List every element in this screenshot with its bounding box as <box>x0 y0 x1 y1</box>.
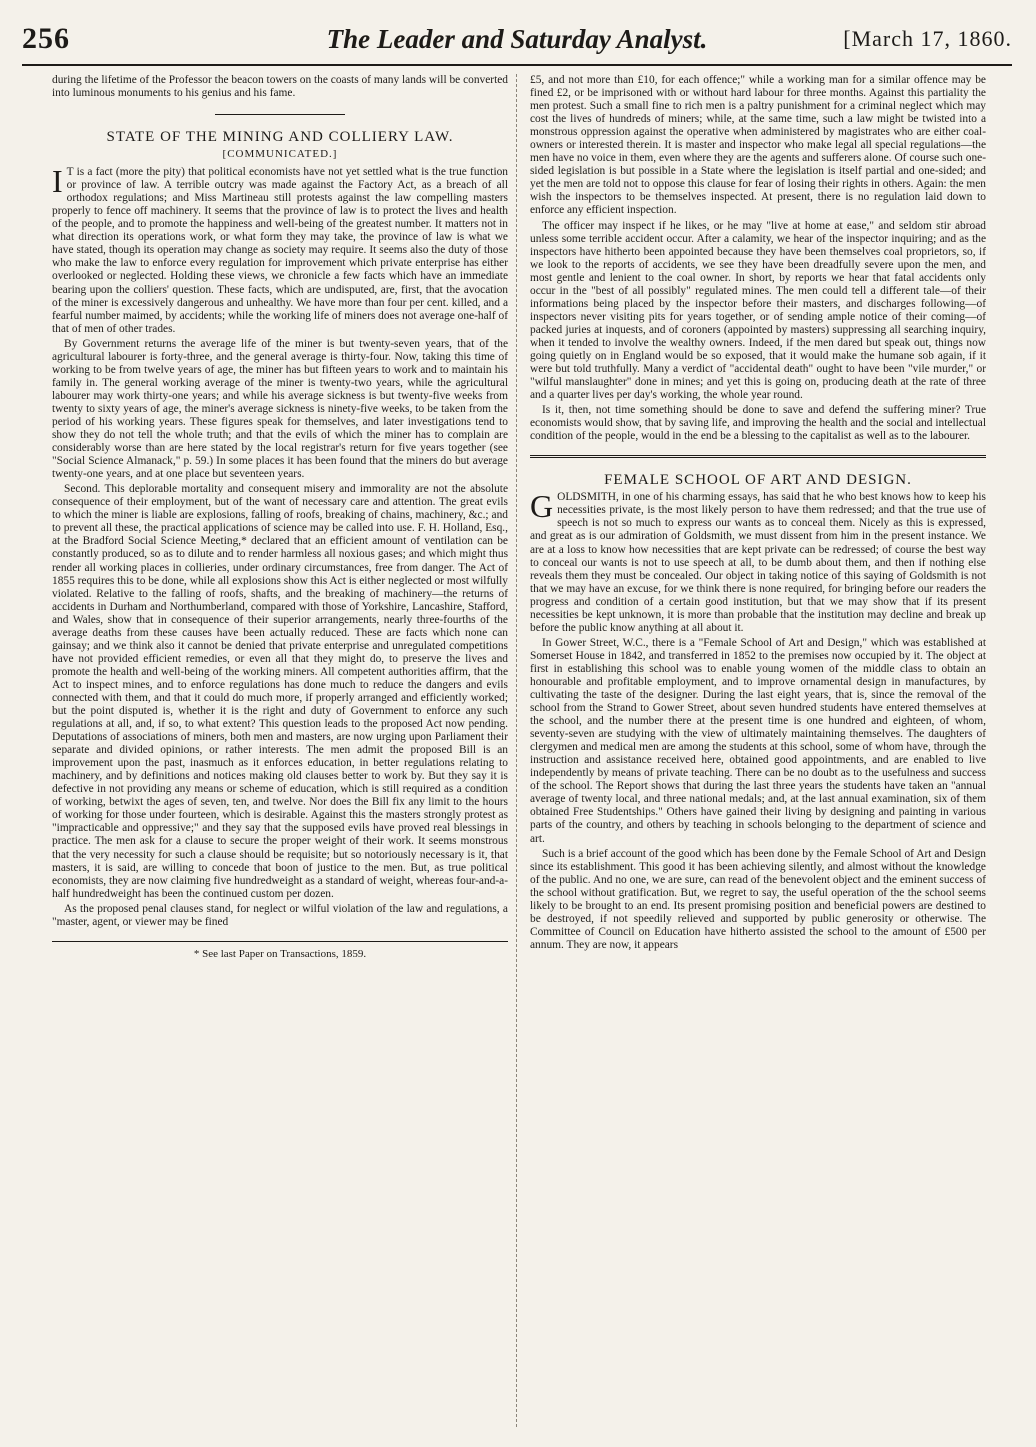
female-school-heading: FEMALE SCHOOL OF ART AND DESIGN. <box>604 472 912 489</box>
mining-continued-1: £5, and not more than £10, for each offence;" while a working man for a similar offence may be fined £2, or be imprisoned with or without hard labour for three months. Against this partiality the men protest. Such a small fine to rich men is a paltry punishment for a criminal neglect which may cost the lives of hundreds of miners; while, at the same time, such a law might be twisted into a monstrous oppression against the operative when administered by magistrates who are either coal-owners or interested therein. It is master and inspector who make legal all special regulations—the men have no voice in them, even where they are the agents and sufferers alone. Of course such one-sided legislation is but possible in a State where the legislation is itself partial and one-sided; and yet the men are told not to oppose this clause for fear of losing their rights in others. Again: the men wish the inspectors to be themselves inspected. At present, there is no regulation laid down to enforce any efficient inspection. <box>530 74 986 217</box>
left-column <box>52 74 508 1427</box>
section-divider <box>215 114 345 115</box>
school-paragraph-3: Such is a brief account of the good which has been done by the Female School of Art and Design since its establishment. This good it has been achieving silently, and almost without the knowledge of the public. And no one, we are sure, can read of the benevolent object and the eminent success of the school without gratification. But, we regret to say, the useful operation of the the school seems likely to be brought to an end. Its present promising position and beneficial powers are destined to be destroyed, if not speedily relieved and supported by public generosity or otherwise. The Committee of Council on Education have hitherto assisted the school to the amount of £500 per annum. They are now, it appears <box>530 847 986 951</box>
right-column <box>530 74 986 1427</box>
school-paragraph-2: In Gower Street, W.C., there is a "Female School of Art and Design," which was established at Somerset House in 1842, and transferred in 1852 to the premises now occupied by it. The object at first in establishing this school was to enable young women of the middle class to obtain an honourable and profitable employment, and to improve ornamental design in manufactures, by cultivating the taste of the designer. During the last eight years, that is, since the removal of the school from the Strand to Gower Street, about seven hundred students have entered themselves at the school, and the number there at the present time is one hundred and eighteen, of whom, seventy-seven are studying with the view of ultimately maintaining themselves. The daughters of clergymen and medical men are among the students at this school, some of whom have, through the instruction and assistance received here, obtained good appointments, and are enabled to live independently by means of private teaching. There can be no doubt as to the usefulness and success of the school. The Report shows that during the last three years the students have taken an "annual average of twenty local, and three national medals; and, at the last annual examination, six of them obtained Free Studentships." Others have gained their living by designing and painting in various parts of the country, and others by teaching in schools belonging to the department of science and art. <box>530 636 986 845</box>
school-paragraph-1: GOLDSMITH, in one of his charming essays, has said that he who best knows how to keep his necessities private, is the most likely person to have them redressed; and that the true use of speech is not so much to express our wants as to conceal them. Nicely as this is expressed, and great as is our admiration of Goldsmith, we must dissent from him in the present instance. We are at a loss to know how necessities that are kept private can be redressed; of course the best way to conceal our wants is not to use speech at all, to be dumb about them, and then if nothing else reveals them they must be concealed. Our object in taking notice of this saying of Goldsmith is not that we may have an excuse, for we think there is none required, for bringing before our readers the progress and condition of a certain good institution, but that we may show that if its present necessities be kept unknown, it is more than probable that the institution may decline and break up before the public know anything at all about it. <box>530 488 986 634</box>
page-header <box>22 22 1012 66</box>
footnote-rule <box>52 941 508 942</box>
mining-continued-3: Is it, then, not time something should be done to save and defend the suffering miner? True economists would show, that by saving life, and improving the health and the social and intellectual condition of the people, would in the end be a blessing to the capitalist as well as to the labourer. <box>530 404 986 443</box>
publication-title: The Leader and Saturday Analyst. <box>326 24 708 54</box>
mining-paragraph-4: As the proposed penal clauses stand, for neglect or wilful violation of the law and regulations, a "master, agent, or viewer may be fined <box>52 902 508 928</box>
mining-paragraph-1: I T is a fact (more the pity) that political economists have not yet settled what is the true function or province of law. A terrible outcry was made against the Factory Act, as a breach of all orthodox regulations; and Miss Martineau still protests against the law compelling masters properly to fence off machinery. It seems that the province of law is to protect the lives and health of the people, and to promote the happiness and well-being of the greatest number. It matters not in what direction its operations work, or what form they may take, the province of law is what we have stated, though its operation may change as society may require. It seems also the duty of those who make the law to enforce every regulation for improvement which private enterprise has either overlooked or neglected. Holding these views, we chronicle a few facts which have an immediate bearing upon the colliers' question. These facts, which are undisputed, are, first, that the avocation of the miner is excessively dangerous and unhealthy. We have more than four per cent. killed, and a fearful number maimed, by accidents; while the working life of miners does not average one-half of that of men of other trades. <box>52 163 508 335</box>
mining-paragraph-2: By Government returns the average life of the miner is but twenty-seven years, that of the agricultural labourer is forty-three, and the general average is thirty-four. Now, taking this time of working to be from twelve years of age, the miner has but fifteen years to work and to maintain his family in. The general working average of the miner is twenty-two years, while the agricultural labourer may work thirty-one years; and while his average sickness is but twenty-five weeks from twenty to sixty years of age, the miner's average sickness is ninety-five weeks, to be taken from the period of his working years. These figures speak for themselves, and later investigations tend to show they do not tell the whole truth; and that the evils of which the miner has to complain are considerably worse than are here stated by the local registrar's return for five years together (see "Social Science Almanack," p. 59.) In some places it has been found that the miners do but average twenty-one years, and at one place but seventeen years. <box>52 337 508 481</box>
section-divider-double <box>530 455 986 458</box>
mining-paragraph-3: Second. This deplorable mortality and consequent misery and immorality are not the absolute consequence of their employment, but of the want of necessary care and attention. The great evils to which the miner is liable are explosions, falling of roofs, breaking of chains, machinery, &c.; and to prevent all these, the practical applications of science may be called into use. F. H. Holland, Esq., at the Bradford Social Science Meeting,* declared that an efficient amount of ventilation can be constantly produced, so as to dilute and to render harmless all noxious gases; and which might thus render all working places in collieries, under ordinary circumstances, free from danger. The Act of 1855 requires this to be done, while all explosions show this Act is either neglected or most wilfully violated. Relative to the falling of roofs, shafts, and the breaking of machinery—the returns of accidents in Durham and Northumberland, compared with those of Yorkshire, Lancashire, Stafford, and Wales, show that in consequence of their superior arrangements, nearly three-fourths of the average deaths from these causes have been actually reduced. These are facts which none can gainsay; and we think also it cannot be denied that private enterprise and unregulated competitions have not provided efficient remedies, or even all that they might do, to preserve the lives and promote the health and well-being of the working miners. All competent authorities affirm, that the Act to inspect mines, and to enforce regulations has done much to reduce the dangers and evils connected with them, and that it could do much more, if properly arranged and efficiently worked; but the point disputed is, whether it is the right and duty of Government to enforce any such regulations at all, and, if so, to what extent? This question leads to the proposed Act now pending. Deputations of associations of miners, both men and masters, are now urging upon Parliament their separate and divided opinions, or rather interests. The men admit the proposed Bill is an improvement upon the past, inasmuch as it enforces education, in better regulations relating to machinery, and by definitions and notices making old clauses better to work by. But they say it is defective in not providing any means or scheme of education, which is still required as a condition of working, betwixt the ages of seven, ten, and twelve. Nor does the Bill fix any limit to the hours of working for those under fourteen, which is desirable. Against this the masters strongly protest as "impracticable and oppressive;" and they say that the supposed evils have proved real blessings in practice. The men ask for a clause to secure the proper weight of their work. It seems monstrous that the very necessity for such a clause should be requisite; but so notoriously necessary is it, that masters, it is said, are willing to concede that boon of justice to the men. But, as true political economists, they are now claiming five hundredweight as a standard of weight, whereas four-and-a-half hundredweight has been the continued custom per dozen. <box>52 483 508 900</box>
intro-paragraph: during the lifetime of the Professor the beacon towers on the coasts of many lands will be converted into luminous monuments to his genius and his fame. <box>52 74 508 100</box>
communicated-label: [COMMUNICATED.] <box>222 148 338 161</box>
column-divider <box>516 74 517 1427</box>
page-number: 256 <box>22 22 70 55</box>
footnote: * See last Paper on Transactions, 1859. <box>193 947 367 960</box>
mining-law-heading: STATE OF THE MINING AND COLLIERY LAW. <box>106 129 454 146</box>
issue-date: [March 17, 1860. <box>843 26 1012 51</box>
mining-continued-2: The officer may inspect if he likes, or he may "live at home at ease," and seldom stir abroad unless some terrible accident occur. After a calamity, we hear of the inspector inquiring; and as the inspectors have hitherto been appointed because they have been themselves coal proprietors, so, if we look to the reports of accidents, we see they have been dreadfully severe upon the men, and most gentle and lenient to the coal owner. In short, by reports we hear that fatal accidents only occur in the "best of all possibly" regulated mines. The men could tell a different tale—of their informations being placed by the inspector before their masters, and discharges following—of inspectors never visiting pits for years together, or of sending ample notice of their coming—of packed juries at inquests, and of coroners (appointed by masters) suppressing all searching inquiry, when it tended to involve the wealthy owners. Indeed, if the men dared but speak out, things now going quietly on in England would be so exposed, that it would make the humane sob again, if it were but told truthfully. Many a verdict of "accidental death" ought to have been "vile murder," or "wilful manslaughter" done in mines; and yet this is going on, producing death at the rate of three and a quarter lives per day's working, the whole year round. <box>530 219 986 402</box>
drop-cap: G <box>530 488 554 525</box>
drop-cap: I <box>52 163 63 200</box>
